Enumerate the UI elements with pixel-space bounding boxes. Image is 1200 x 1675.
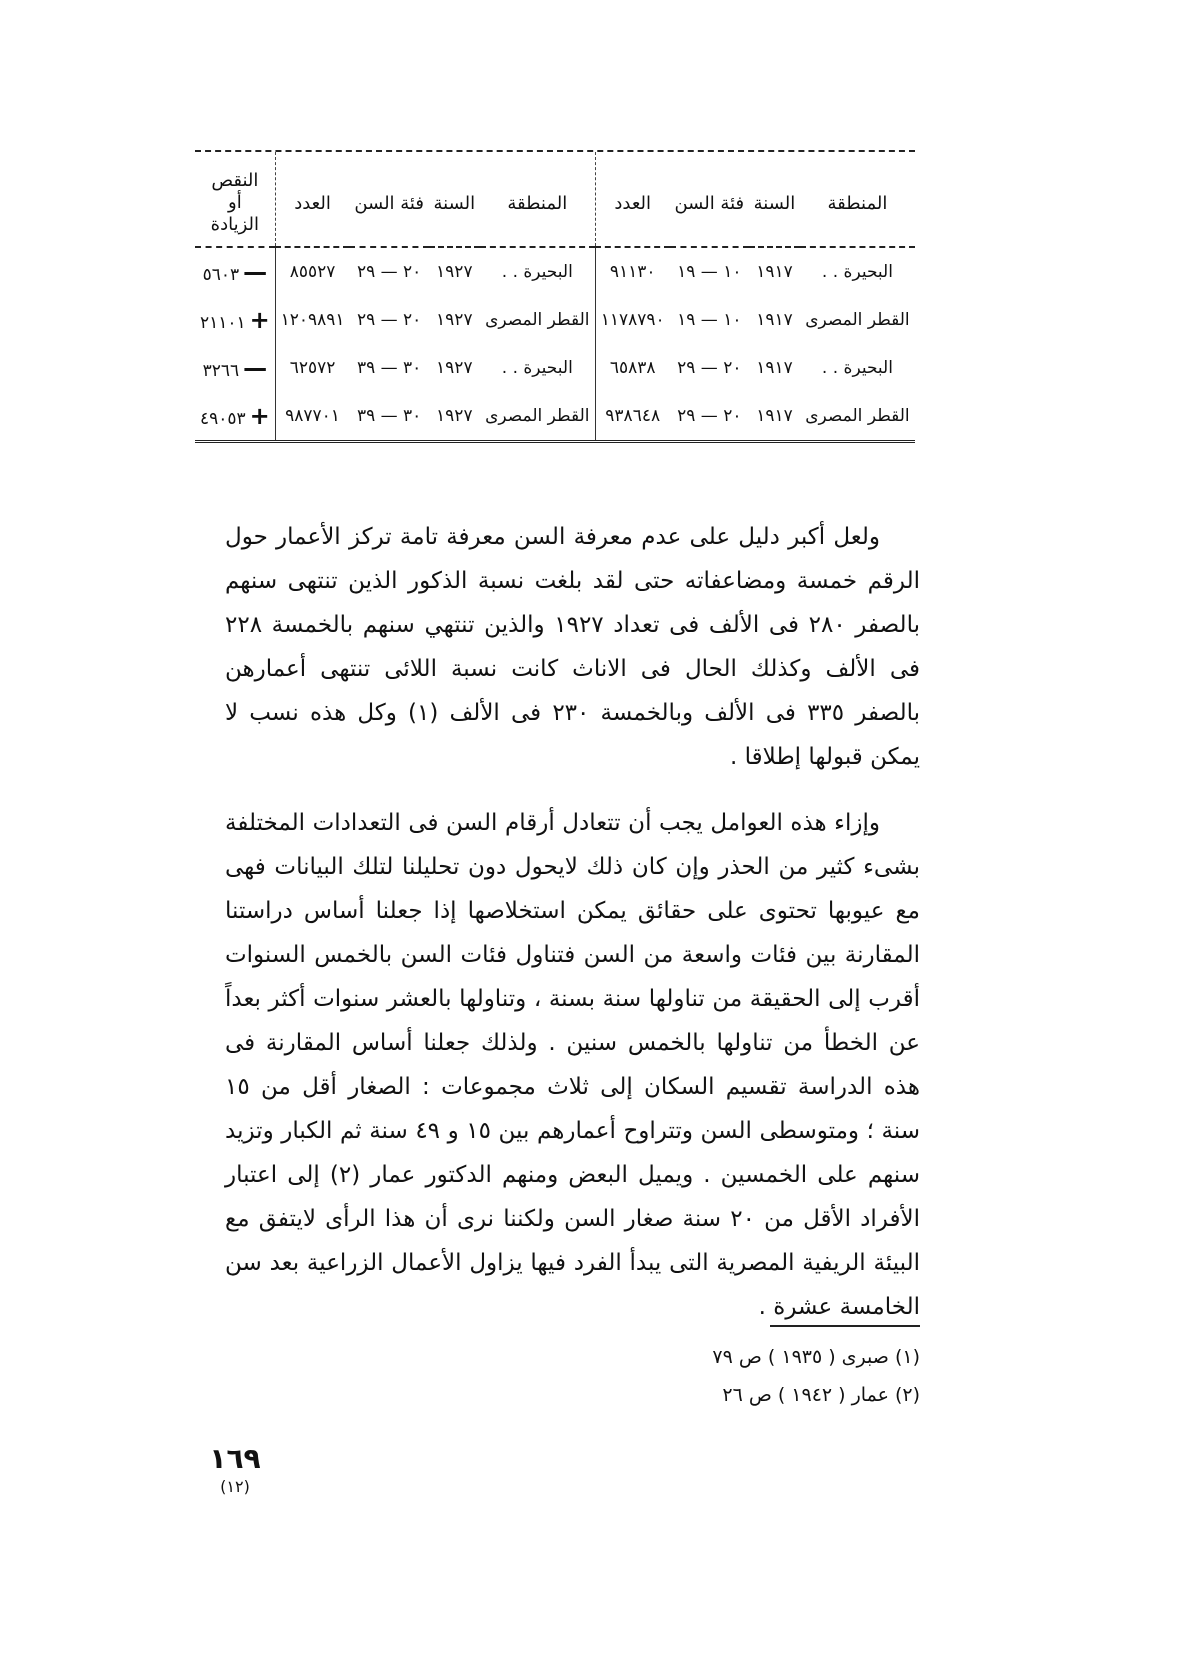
header-change <box>195 152 275 247</box>
cell-count-b: ٩٨٧٧٠١ <box>275 392 349 440</box>
change-value: ٤٩٠٥٣ <box>199 409 246 429</box>
header-region-a: المنطقة <box>800 152 915 247</box>
cell-region-a: القطر المصرى <box>805 310 910 330</box>
header-year-b: السنة <box>429 152 480 247</box>
page-number: ١٦٩ <box>209 1442 261 1475</box>
cell-change <box>195 344 275 392</box>
page-number-block <box>195 1442 275 1496</box>
cell-year-b: ١٩٢٧ <box>436 358 473 378</box>
header-age-b: فئة السن <box>349 152 429 247</box>
table-header-row <box>195 152 915 247</box>
table-row <box>195 296 915 344</box>
cell-age-a: ٢٠ — ٢٩ <box>677 358 742 378</box>
cell-age-b: ٣٠ — ٣٩ <box>356 406 422 426</box>
cell-age-a: ١٠ — ١٩ <box>677 262 742 282</box>
cell-count-b: ٨٥٥٢٧ <box>275 247 349 296</box>
cell-count-b: ١٢٠٩٨٩١ <box>275 296 349 344</box>
change-value: ٣٢٦٦ <box>202 361 240 381</box>
header-region-b: المنطقة <box>480 152 596 247</box>
header-year-a: السنة <box>749 152 800 247</box>
cell-region-b: البحيرة . . <box>501 262 573 282</box>
footnote-2: (٢) عمار ( ١٩٤٢ ) ص ٢٦ <box>722 1384 920 1406</box>
cell-year-a: ١٩١٧ <box>756 262 793 282</box>
cell-change <box>195 296 275 344</box>
table-row <box>195 247 915 296</box>
table-bottom-rule <box>195 440 915 443</box>
change-sign: — <box>243 354 268 382</box>
header-count-b: العدد <box>275 152 349 247</box>
cell-region-b: القطر المصرى <box>485 310 590 330</box>
change-sign: + <box>249 306 270 334</box>
cell-age-b: ٢٠ — ٢٩ <box>356 310 422 330</box>
cell-region-a: البحيرة . . <box>821 358 893 378</box>
cell-year-a: ١٩١٧ <box>756 406 793 426</box>
cell-year-a: ١٩١٧ <box>756 310 793 330</box>
cell-change <box>195 247 275 296</box>
table-row <box>195 344 915 392</box>
cell-region-a: القطر المصرى <box>805 406 910 426</box>
cell-count-b: ٦٢٥٧٢ <box>275 344 349 392</box>
cell-age-b: ٢٠ — ٢٩ <box>356 262 422 282</box>
header-count-a: العدد <box>595 152 669 247</box>
cell-year-b: ١٩٢٧ <box>436 406 473 426</box>
footnote-1: (١) صبرى ( ١٩٣٥ ) ص ٧٩ <box>712 1346 920 1368</box>
cell-region-a: البحيرة . . <box>821 262 893 282</box>
change-sign: — <box>243 258 268 286</box>
stats-table <box>195 152 915 440</box>
paragraph-2: وإزاء هذه العوامل يجب أن تتعادل أرقام السن فى التعدادات المختلفة بشىء كثير من الحذر وإن كان ذلك لايحول دون تحليلنا لتلك البيانات فهى مع عيوبها تحتوى على حقائق يمكن استخلاصها إذا جعلنا أساس دراستنا المقارنة بين فئات واسعة من السن فتناول فئات السن بالخمس السنوات أقرب إلى الحقيقة من تناولها سنة بسنة ، وتناولها بالعشر سنوات أكثر بعداً عن الخطأ من تناولها بالخمس سنين . ولذلك جعلنا أساس المقارنة فى هذه الدراسة تقسيم السكان إلى ثلاث مجموعات : الصغار أقل من ١٥ سنة ؛ ومتوسطى السن وتتراوح أعمارهم بين ١٥ و ٤٩ سنة ثم الكبار وتزيد سنهم على الخمسين . ويميل البعض ومنهم الدكتور عمار (٢) إلى اعتبار الأفراد الأقل من ٢٠ سنة صغار السن ولكننا نرى أن هذا الرأى لايتفق مع البيئة الريفية المصرية التى يبدأ الفرد فيها يزاول الأعمال الزراعية بعد سن الخامسة عشرة . <box>225 810 921 1320</box>
cell-year-a: ١٩١٧ <box>756 358 793 378</box>
cell-region-b: القطر المصرى <box>485 406 590 426</box>
cell-count-a: ٩١١٣٠ <box>595 247 669 296</box>
cell-age-a: ٢٠ — ٢٩ <box>677 406 742 426</box>
header-change-line-2: أو <box>228 192 242 213</box>
change-value: ٢١١٠١ <box>199 313 246 333</box>
cell-region-b: البحيرة . . <box>501 358 573 378</box>
header-change-line-3: الزيادة <box>210 214 260 235</box>
change-value: ٥٦٠٣ <box>202 265 240 285</box>
cell-count-a: ٩٣٨٦٤٨ <box>595 392 669 440</box>
age-comparison-table <box>195 150 915 443</box>
cell-count-a: ١١٧٨٧٩٠ <box>595 296 669 344</box>
cell-count-a: ٦٥٨٣٨ <box>595 344 669 392</box>
change-sign: + <box>249 402 270 430</box>
header-change-line-1: النقص <box>211 170 259 191</box>
cell-year-b: ١٩٢٧ <box>436 262 473 282</box>
cell-change <box>195 392 275 440</box>
paragraph-1: ولعل أكبر دليل على عدم معرفة السن معرفة تامة تركز الأعمار حول الرقم خمسة ومضاعفاته حتى لقد بلغت نسبة الذكور الذين تنتهى سنهم بالصفر ٢٨٠ فى الألف فى تعداد ١٩٢٧ والذين تنتهي سنهم بالخمسة ٢٢٨ فى الألف وكذلك الحال فى الاناث كانت نسبة اللائى تنتهى أعمارهن بالصفر ٣٣٥ فى الألف وبالخمسة ٢٣٠ فى الألف (١) وكل هذه نسب لا يمكن قبولها إطلاقا . <box>225 524 920 770</box>
body-text <box>225 515 920 1351</box>
signature-mark: (١٢) <box>220 1477 250 1496</box>
footnote-rule <box>770 1325 920 1327</box>
cell-year-b: ١٩٢٧ <box>436 310 473 330</box>
footnotes <box>560 1338 920 1414</box>
table-row <box>195 392 915 440</box>
cell-age-b: ٣٠ — ٣٩ <box>356 358 422 378</box>
cell-age-a: ١٠ — ١٩ <box>677 310 742 330</box>
header-age-a: فئة السن <box>670 152 750 247</box>
